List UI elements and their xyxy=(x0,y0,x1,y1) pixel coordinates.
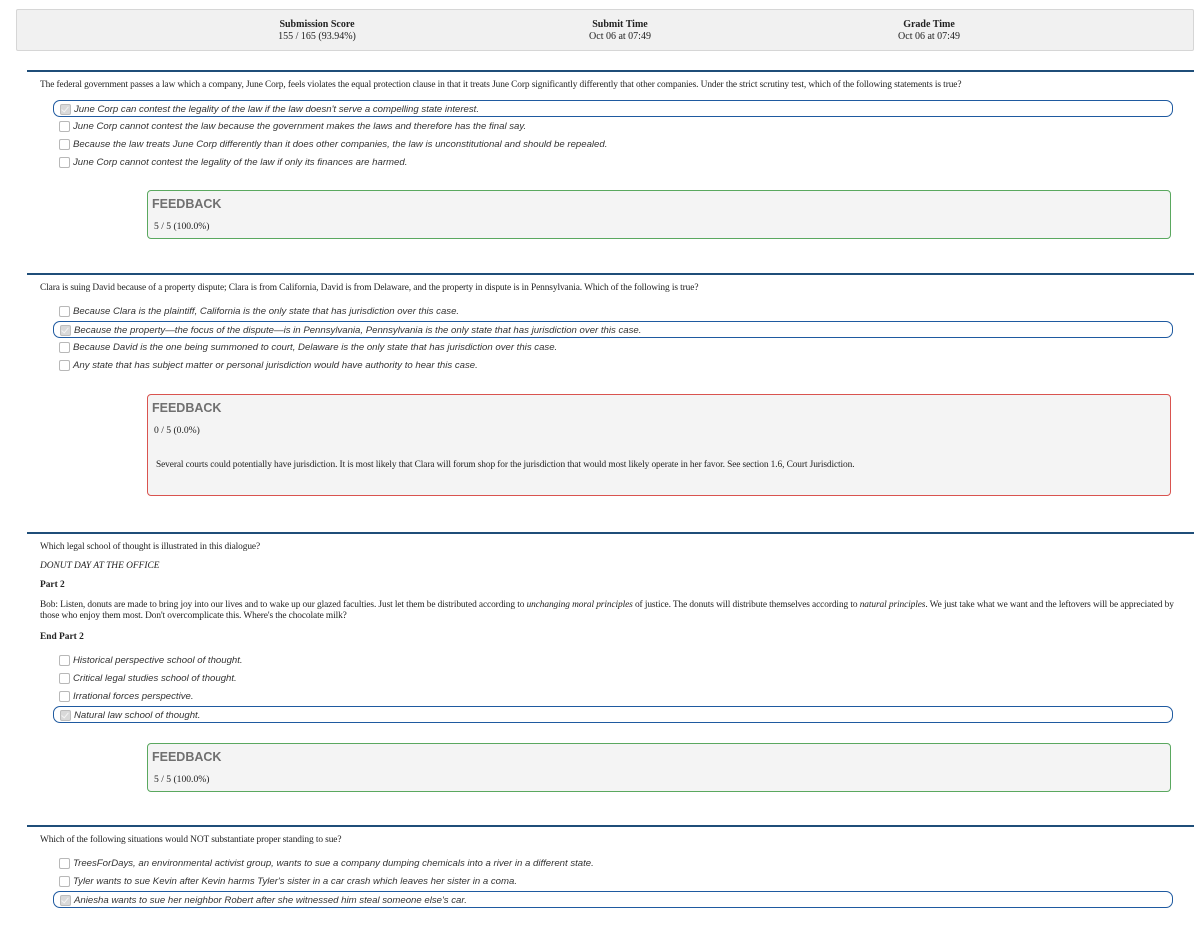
grade-time-label: Grade Time xyxy=(903,19,955,30)
answer-label: Any state that has subject matter or personal jurisdiction would have authority to hear this case. xyxy=(73,360,478,371)
answer-option[interactable] xyxy=(53,357,1173,374)
answer-label: Historical perspective school of thought. xyxy=(73,655,243,666)
answer-label: June Corp cannot contest the law because the government makes the laws and therefore has the final say. xyxy=(73,121,527,132)
dialogue-emphasis: unchanging moral principles xyxy=(526,600,633,610)
question-text: Which legal school of thought is illustrated in this dialogue? xyxy=(40,542,261,552)
answer-option[interactable] xyxy=(53,154,1173,171)
answer-label: Critical legal studies school of thought. xyxy=(73,673,237,684)
answer-label: Because the property—the focus of the dispute—is in Pennsylvania, Pennsylvania is the only state that has jurisdiction over this case. xyxy=(74,325,642,336)
checkbox-checked[interactable] xyxy=(60,104,71,115)
feedback-panel-correct xyxy=(147,190,1171,239)
feedback-score: 0 / 5 (0.0%) xyxy=(154,425,200,436)
feedback-score: 5 / 5 (100.0%) xyxy=(154,774,210,785)
answer-label: Irrational forces perspective. xyxy=(73,691,194,702)
scene-title: DONUT DAY AT THE OFFICE xyxy=(40,561,160,571)
submit-time-value: Oct 06 at 07:49 xyxy=(589,31,651,42)
feedback-panel-incorrect xyxy=(147,394,1171,496)
grade-time xyxy=(874,19,984,43)
answer-option[interactable] xyxy=(53,136,1173,153)
checkbox[interactable] xyxy=(59,876,70,887)
answer-option[interactable] xyxy=(53,873,1173,890)
answer-label: June Corp cannot contest the legality of the law if only its finances are harmed. xyxy=(73,157,408,168)
checkbox-checked[interactable] xyxy=(60,325,71,336)
answer-label: Aniesha wants to sue her neighbor Robert after she witnessed him steal someone else's car. xyxy=(74,895,467,906)
question-text: Clara is suing David because of a property dispute; Clara is from California, David is from Delaware, and the property in dispute is in Pennsylvania. Which of the following is true? xyxy=(40,283,699,293)
question-4 xyxy=(27,825,1194,925)
checkbox-checked[interactable] xyxy=(60,710,71,721)
question-1 xyxy=(27,70,1194,250)
part-heading: Part 2 xyxy=(40,580,65,590)
submit-time-label: Submit Time xyxy=(592,19,648,30)
answer-label: Tyler wants to sue Kevin after Kevin harms Tyler's sister in a car crash which leaves her sister in a coma. xyxy=(73,876,518,887)
feedback-note: Several courts could potentially have jurisdiction. It is most likely that Clara will forum shop for the jurisdiction that would most likely operate in her favor. See section 1.6, Court Jurisdiction. xyxy=(156,460,855,470)
submission-score xyxy=(247,19,387,43)
answer-option-selected[interactable] xyxy=(53,321,1173,338)
checkbox[interactable] xyxy=(59,121,70,132)
feedback-score: 5 / 5 (100.0%) xyxy=(154,221,210,232)
checkbox[interactable] xyxy=(59,157,70,168)
answer-option[interactable] xyxy=(53,652,1173,669)
answer-option[interactable] xyxy=(53,855,1173,872)
submission-summary xyxy=(16,9,1194,51)
answer-label: Because Clara is the plaintiff, California is the only state that has jurisdiction over this case. xyxy=(73,306,460,317)
answer-option[interactable] xyxy=(53,670,1173,687)
dialogue-text xyxy=(40,600,1184,622)
checkbox[interactable] xyxy=(59,360,70,371)
answer-option-selected[interactable] xyxy=(53,706,1173,723)
feedback-title: FEEDBACK xyxy=(152,197,222,211)
checkbox[interactable] xyxy=(59,306,70,317)
submit-time xyxy=(565,19,675,43)
answer-option[interactable] xyxy=(53,118,1173,135)
feedback-title: FEEDBACK xyxy=(152,401,222,415)
score-value: 155 / 165 (93.94%) xyxy=(278,31,356,42)
dialogue-segment: Bob: Listen, donuts are made to bring joy into our lives and to wake up our glazed faculties. Just let them be distributed according to xyxy=(40,600,527,610)
answer-option[interactable] xyxy=(53,688,1173,705)
feedback-title: FEEDBACK xyxy=(152,750,222,764)
question-3 xyxy=(27,532,1194,802)
checkbox[interactable] xyxy=(59,691,70,702)
answer-option[interactable] xyxy=(53,339,1173,356)
dialogue-segment: . We just take what we want and the leftovers will be appreciated by those who enjoy them most. Don't overcomplicate this. Where's the chocolate milk? xyxy=(40,600,1174,621)
answer-label: Because the law treats June Corp differently than it does other companies, the law is unconstitutional and should be repealed. xyxy=(73,139,608,150)
checkbox[interactable] xyxy=(59,342,70,353)
question-2 xyxy=(27,273,1194,513)
feedback-panel-correct xyxy=(147,743,1171,792)
answer-option[interactable] xyxy=(53,303,1173,320)
answer-label: Natural law school of thought. xyxy=(74,710,201,721)
answer-label: TreesForDays, an environmental activist group, wants to sue a company dumping chemicals into a river in a different state. xyxy=(73,858,594,869)
dialogue-emphasis: natural principles xyxy=(859,600,926,610)
checkbox[interactable] xyxy=(59,673,70,684)
end-part-heading: End Part 2 xyxy=(40,632,84,642)
checkbox[interactable] xyxy=(59,655,70,666)
answer-option-selected[interactable] xyxy=(53,891,1173,908)
checkbox-checked[interactable] xyxy=(60,895,71,906)
question-text: The federal government passes a law which a company, June Corp, feels violates the equal protection clause in that it treats June Corp significantly differently that other companies. Under the strict scrutiny test, which of the following statements is true? xyxy=(40,80,962,90)
answer-label: Because David is the one being summoned to court, Delaware is the only state that has jurisdiction over this case. xyxy=(73,342,558,353)
answer-label: June Corp can contest the legality of the law if the law doesn't serve a compelling state interest. xyxy=(74,104,479,115)
question-text: Which of the following situations would NOT substantiate proper standing to sue? xyxy=(40,835,342,845)
dialogue-segment: of justice. The donuts will distribute themselves according to xyxy=(632,600,860,610)
grade-time-value: Oct 06 at 07:49 xyxy=(898,31,960,42)
answer-option-selected[interactable] xyxy=(53,100,1173,117)
checkbox[interactable] xyxy=(59,858,70,869)
score-label: Submission Score xyxy=(279,19,355,30)
checkbox[interactable] xyxy=(59,139,70,150)
